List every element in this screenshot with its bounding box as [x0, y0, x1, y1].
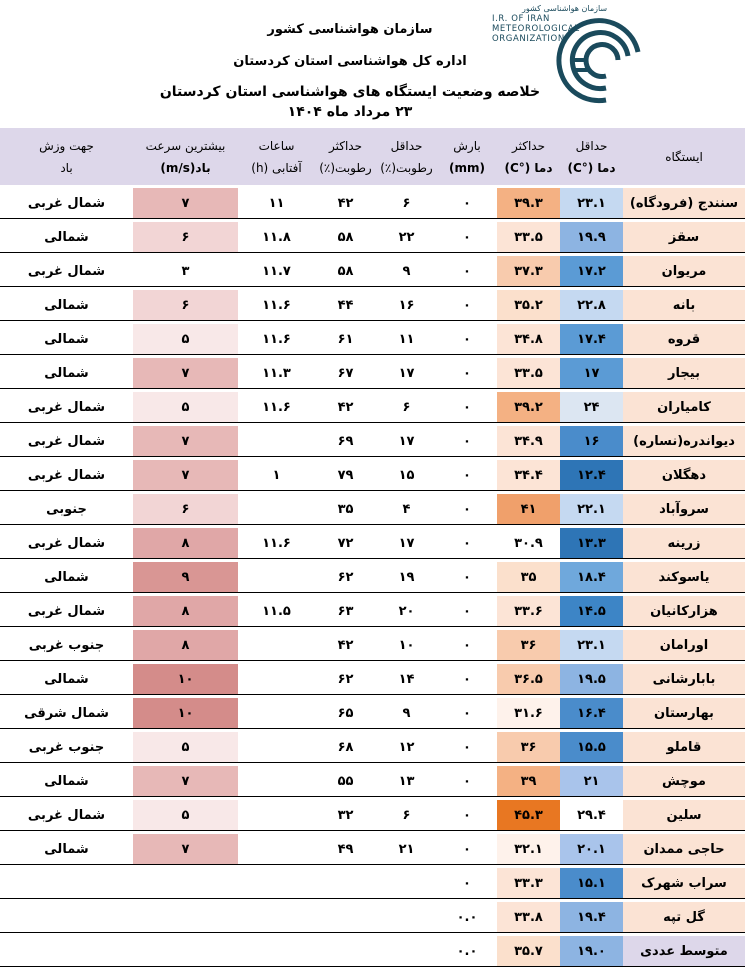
average-tmin: ۱۹.۰ — [560, 936, 623, 967]
cell-station: قروه — [623, 324, 745, 355]
cell-wspd: ۶ — [133, 290, 238, 321]
cell-wdir: شمالی — [0, 834, 133, 865]
cell-station: بابارشانی — [623, 664, 745, 695]
cell-hmax: ۴۹ — [315, 834, 376, 865]
table-row — [0, 528, 745, 559]
cell-station: سنندج (فرودگاه) — [623, 188, 745, 219]
cell-wspd: ۶ — [133, 222, 238, 253]
cell-wspd: ۵ — [133, 732, 238, 763]
table-row — [0, 256, 745, 287]
cell-hmax: ۶۸ — [315, 732, 376, 763]
cell-rain: ۰ — [437, 358, 497, 389]
cell-rain: ۰ — [437, 800, 497, 831]
cell-tmax: ۳۷.۳ — [497, 256, 560, 287]
cell-station: هزارکانیان — [623, 596, 745, 627]
cell-tmax: ۳۹.۳ — [497, 188, 560, 219]
cell-rain: ۰ — [437, 698, 497, 729]
cell-rain: ۰ — [437, 528, 497, 559]
cell-hmax: ۶۵ — [315, 698, 376, 729]
table-row — [0, 596, 745, 627]
cell-wspd: ۷ — [133, 834, 238, 865]
cell-sun: ۱۱.۳ — [238, 358, 315, 389]
cell-wdir — [0, 868, 133, 899]
cell-tmax: ۳۲.۱ — [497, 834, 560, 865]
cell-wspd: ۵ — [133, 324, 238, 355]
cell-rain: ۰ — [437, 392, 497, 423]
cell-hmax: ۳۲ — [315, 800, 376, 831]
cell-tmin: ۱۷ — [560, 358, 623, 389]
cell-tmin: ۲۰.۱ — [560, 834, 623, 865]
col-hmin: حداقل رطوبت(٪) — [376, 128, 437, 185]
cell-hmin: ۱۳ — [376, 766, 437, 797]
cell-hmax: ۷۲ — [315, 528, 376, 559]
cell-sun — [238, 630, 315, 661]
table-row — [0, 834, 745, 865]
cell-rain: ۰ — [437, 834, 497, 865]
cell-wdir: شمالی — [0, 766, 133, 797]
cell-tmax: ۳۳.۶ — [497, 596, 560, 627]
cell-station: بیجار — [623, 358, 745, 389]
cell-station: سلین — [623, 800, 745, 831]
table-row — [0, 324, 745, 355]
cell-station: سراب شهرک — [623, 868, 745, 899]
cell-tmax: ۳۳.۵ — [497, 358, 560, 389]
col-tmax: حداکثر دما (°C) — [497, 128, 560, 185]
cell-wspd: ۸ — [133, 596, 238, 627]
cell-rain: ۰ — [437, 732, 497, 763]
table-row — [0, 664, 745, 695]
cell-tmin: ۱۲.۴ — [560, 460, 623, 491]
cell-tmin: ۱۶.۴ — [560, 698, 623, 729]
cell-wspd: ۶ — [133, 494, 238, 525]
cell-sun — [238, 834, 315, 865]
cell-hmax: ۵۸ — [315, 222, 376, 253]
cell-tmin: ۱۷.۴ — [560, 324, 623, 355]
cell-sun — [238, 766, 315, 797]
col-tmin: حداقل دما (°C) — [560, 128, 623, 185]
average-station: متوسط عددی — [623, 936, 745, 967]
cell-wspd: ۳ — [133, 256, 238, 287]
cell-tmin: ۲۴ — [560, 392, 623, 423]
cell-wdir: جنوب غربی — [0, 630, 133, 661]
cell-wdir: شمالی — [0, 290, 133, 321]
cell-station: دیواندره(نساره) — [623, 426, 745, 457]
cell-wspd — [133, 868, 238, 899]
table-row — [0, 460, 745, 491]
col-wdir: جهت وزش باد — [0, 128, 133, 185]
average-tmax: ۳۵.۷ — [497, 936, 560, 967]
cell-tmax: ۳۶.۵ — [497, 664, 560, 695]
cell-wspd: ۹ — [133, 562, 238, 593]
cell-tmin: ۱۷.۲ — [560, 256, 623, 287]
cell-station: حاجی ممدان — [623, 834, 745, 865]
cell-wspd: ۷ — [133, 460, 238, 491]
cell-rain: ۰ — [437, 868, 497, 899]
cell-hmax: ۵۸ — [315, 256, 376, 287]
cell-wdir: شمال غربی — [0, 460, 133, 491]
cell-tmax: ۳۹ — [497, 766, 560, 797]
cell-wdir: شمال غربی — [0, 528, 133, 559]
table-row — [0, 562, 745, 593]
col-station: ایستگاه — [623, 128, 745, 185]
table-row — [0, 868, 745, 899]
cell-hmax: ۶۳ — [315, 596, 376, 627]
cell-hmin: ۱۰ — [376, 630, 437, 661]
cell-wspd: ۷ — [133, 188, 238, 219]
cell-tmax: ۳۴.۹ — [497, 426, 560, 457]
cell-hmin: ۴ — [376, 494, 437, 525]
cell-wdir: شمال غربی — [0, 188, 133, 219]
cell-wdir: شمالی — [0, 324, 133, 355]
cell-station: مریوان — [623, 256, 745, 287]
cell-tmax: ۳۵.۲ — [497, 290, 560, 321]
cell-hmax — [315, 902, 376, 933]
cell-tmax: ۳۱.۶ — [497, 698, 560, 729]
cell-hmin: ۱۱ — [376, 324, 437, 355]
table-row — [0, 188, 745, 219]
cell-tmin: ۱۹.۹ — [560, 222, 623, 253]
cell-wdir: شمال غربی — [0, 800, 133, 831]
col-wspd: بیشترین سرعت باد(m/s) — [133, 128, 238, 185]
average-row — [0, 936, 745, 967]
cell-hmin: ۱۲ — [376, 732, 437, 763]
cell-tmin: ۱۶ — [560, 426, 623, 457]
cell-hmax: ۳۵ — [315, 494, 376, 525]
cell-wspd — [133, 902, 238, 933]
cell-wspd: ۸ — [133, 528, 238, 559]
table-header-row — [0, 128, 745, 185]
cell-tmax: ۳۰.۹ — [497, 528, 560, 559]
cell-tmin: ۲۲.۱ — [560, 494, 623, 525]
cell-wdir: جنوبی — [0, 494, 133, 525]
cell-hmax: ۴۲ — [315, 392, 376, 423]
cell-station: یاسوکند — [623, 562, 745, 593]
cell-hmax: ۵۵ — [315, 766, 376, 797]
cell-hmax: ۷۹ — [315, 460, 376, 491]
cell-sun: ۱۱.۶ — [238, 528, 315, 559]
cell-rain: ۰ — [437, 222, 497, 253]
report-date: ۲۳ مرداد ماه ۱۴۰۴ — [287, 104, 413, 120]
cell-rain: ۰ — [437, 324, 497, 355]
table-row — [0, 766, 745, 797]
cell-hmin: ۱۷ — [376, 358, 437, 389]
cell-sun — [238, 902, 315, 933]
average-wdir — [0, 936, 133, 967]
cell-hmax: ۶۷ — [315, 358, 376, 389]
cell-tmin: ۱۹.۵ — [560, 664, 623, 695]
cell-hmax: ۶۲ — [315, 664, 376, 695]
cell-rain: ۰ — [437, 596, 497, 627]
report-header — [0, 0, 745, 128]
cell-wspd: ۸ — [133, 630, 238, 661]
cell-sun: ۱۱.۵ — [238, 596, 315, 627]
cell-rain: ۰ — [437, 664, 497, 695]
col-sun: ساعات آفتابی (h) — [238, 128, 315, 185]
table-body — [0, 185, 745, 967]
cell-hmax — [315, 868, 376, 899]
logo-line-1: I.R. OF IRAN — [492, 14, 550, 24]
cell-tmax: ۳۴.۸ — [497, 324, 560, 355]
cell-tmin: ۱۴.۵ — [560, 596, 623, 627]
cell-hmin: ۶ — [376, 392, 437, 423]
cell-sun: ۱۱.۷ — [238, 256, 315, 287]
cell-wdir: شمالی — [0, 222, 133, 253]
cell-rain: ۰ — [437, 494, 497, 525]
col-rain: بارش (mm) — [437, 128, 497, 185]
table-row — [0, 698, 745, 729]
table-row — [0, 222, 745, 253]
cell-hmax: ۶۱ — [315, 324, 376, 355]
cell-sun — [238, 868, 315, 899]
cell-tmin: ۱۳.۳ — [560, 528, 623, 559]
cell-sun: ۱۱.۶ — [238, 324, 315, 355]
cell-tmax: ۴۵.۳ — [497, 800, 560, 831]
cell-sun: ۱۱.۶ — [238, 392, 315, 423]
cell-wdir: شمالی — [0, 562, 133, 593]
table-row — [0, 902, 745, 933]
cell-hmax: ۶۲ — [315, 562, 376, 593]
cell-station: بانه — [623, 290, 745, 321]
cell-tmin: ۱۹.۴ — [560, 902, 623, 933]
cell-wdir: جنوب غربی — [0, 732, 133, 763]
table-row — [0, 494, 745, 525]
cell-hmin: ۱۴ — [376, 664, 437, 695]
cell-station: بهارستان — [623, 698, 745, 729]
cell-station: کامیاران — [623, 392, 745, 423]
average-wspd — [133, 936, 238, 967]
cell-sun — [238, 426, 315, 457]
cell-tmax: ۳۶ — [497, 732, 560, 763]
cell-sun: ۱ — [238, 460, 315, 491]
cell-hmin — [376, 868, 437, 899]
cell-tmin: ۲۲.۸ — [560, 290, 623, 321]
cell-station: زرینه — [623, 528, 745, 559]
organization-name: سازمان هواشناسی کشور — [267, 22, 433, 37]
cell-rain: ۰ — [437, 256, 497, 287]
cell-hmin: ۱۶ — [376, 290, 437, 321]
cell-sun — [238, 562, 315, 593]
cell-station: دهگلان — [623, 460, 745, 491]
cell-wdir: شمال غربی — [0, 392, 133, 423]
cell-wspd: ۱۰ — [133, 664, 238, 695]
cell-hmin — [376, 902, 437, 933]
table-row — [0, 358, 745, 389]
cell-wspd: ۵ — [133, 392, 238, 423]
cell-hmin: ۱۹ — [376, 562, 437, 593]
cell-tmin: ۱۵.۵ — [560, 732, 623, 763]
cell-sun — [238, 800, 315, 831]
cell-wspd: ۷ — [133, 426, 238, 457]
cell-hmin: ۱۷ — [376, 528, 437, 559]
cell-tmax: ۳۳.۸ — [497, 902, 560, 933]
cell-hmin: ۹ — [376, 256, 437, 287]
cell-tmin: ۲۹.۴ — [560, 800, 623, 831]
cell-hmin: ۹ — [376, 698, 437, 729]
cell-hmax: ۴۲ — [315, 630, 376, 661]
cell-tmax: ۳۳.۳ — [497, 868, 560, 899]
table-row — [0, 426, 745, 457]
cell-station: سقز — [623, 222, 745, 253]
cell-rain: ۰ — [437, 766, 497, 797]
cell-hmin: ۱۵ — [376, 460, 437, 491]
cell-hmin: ۶ — [376, 188, 437, 219]
cell-station: اورامان — [623, 630, 745, 661]
table-row — [0, 392, 745, 423]
cell-tmin: ۱۵.۱ — [560, 868, 623, 899]
cell-rain: ۰ — [437, 426, 497, 457]
cell-sun — [238, 732, 315, 763]
cell-wspd: ۱۰ — [133, 698, 238, 729]
cell-sun: ۱۱.۸ — [238, 222, 315, 253]
cell-rain: ۰ — [437, 630, 497, 661]
average-hmax — [315, 936, 376, 967]
cell-hmin: ۱۷ — [376, 426, 437, 457]
cell-sun: ۱۱ — [238, 188, 315, 219]
report-title: خلاصه وضعیت ایستگاه های هواشناسی استان کردستان — [159, 84, 541, 100]
cell-wdir: شمالی — [0, 664, 133, 695]
cell-tmin: ۲۱ — [560, 766, 623, 797]
cell-wdir: شمالی — [0, 358, 133, 389]
table-row — [0, 800, 745, 831]
stations-table — [0, 128, 745, 967]
cell-tmax: ۴۱ — [497, 494, 560, 525]
table-row — [0, 290, 745, 321]
cell-hmin: ۶ — [376, 800, 437, 831]
cell-tmax: ۳۶ — [497, 630, 560, 661]
cell-tmin: ۲۳.۱ — [560, 188, 623, 219]
average-rain: ۰.۰ — [437, 936, 497, 967]
cell-rain: ۰ — [437, 460, 497, 491]
cell-hmin: ۲۱ — [376, 834, 437, 865]
cell-wdir: شمال شرقی — [0, 698, 133, 729]
cell-rain: ۰ — [437, 290, 497, 321]
logo-line-2: METEOROLOGICAL — [492, 24, 580, 34]
cell-tmin: ۱۸.۴ — [560, 562, 623, 593]
cell-tmax: ۳۵ — [497, 562, 560, 593]
cell-tmax: ۳۴.۴ — [497, 460, 560, 491]
cell-hmax: ۶۹ — [315, 426, 376, 457]
cell-sun — [238, 494, 315, 525]
cell-wdir: شمال غربی — [0, 596, 133, 627]
cell-tmax: ۳۳.۵ — [497, 222, 560, 253]
cell-wdir: شمال غربی — [0, 256, 133, 287]
cell-sun: ۱۱.۶ — [238, 290, 315, 321]
cell-station: سروآباد — [623, 494, 745, 525]
cell-wdir: شمال غربی — [0, 426, 133, 457]
cell-rain: ۰ — [437, 188, 497, 219]
cell-hmin: ۲۰ — [376, 596, 437, 627]
cell-rain: ۰ — [437, 562, 497, 593]
logo-line-3: ORGANIZATION — [492, 34, 565, 44]
table-row — [0, 732, 745, 763]
cell-rain: ۰.۰ — [437, 902, 497, 933]
cell-hmin: ۲۲ — [376, 222, 437, 253]
cell-tmax: ۳۹.۲ — [497, 392, 560, 423]
table-row — [0, 630, 745, 661]
cell-hmax: ۴۲ — [315, 188, 376, 219]
provincial-office-name: اداره کل هواشناسی استان کردستان — [233, 54, 467, 69]
cell-station: قاملو — [623, 732, 745, 763]
cell-sun — [238, 698, 315, 729]
logo-persian-text: سازمان هواشناسی کشور — [522, 4, 608, 13]
cell-tmin: ۲۳.۱ — [560, 630, 623, 661]
cell-wspd: ۷ — [133, 358, 238, 389]
cell-station: گل تپه — [623, 902, 745, 933]
cell-sun — [238, 664, 315, 695]
average-sun — [238, 936, 315, 967]
cell-wdir — [0, 902, 133, 933]
col-hmax: حداکثر رطوبت(٪) — [315, 128, 376, 185]
cell-station: موچش — [623, 766, 745, 797]
cell-wspd: ۷ — [133, 766, 238, 797]
cell-hmax: ۴۴ — [315, 290, 376, 321]
cell-wspd: ۵ — [133, 800, 238, 831]
average-hmin — [376, 936, 437, 967]
